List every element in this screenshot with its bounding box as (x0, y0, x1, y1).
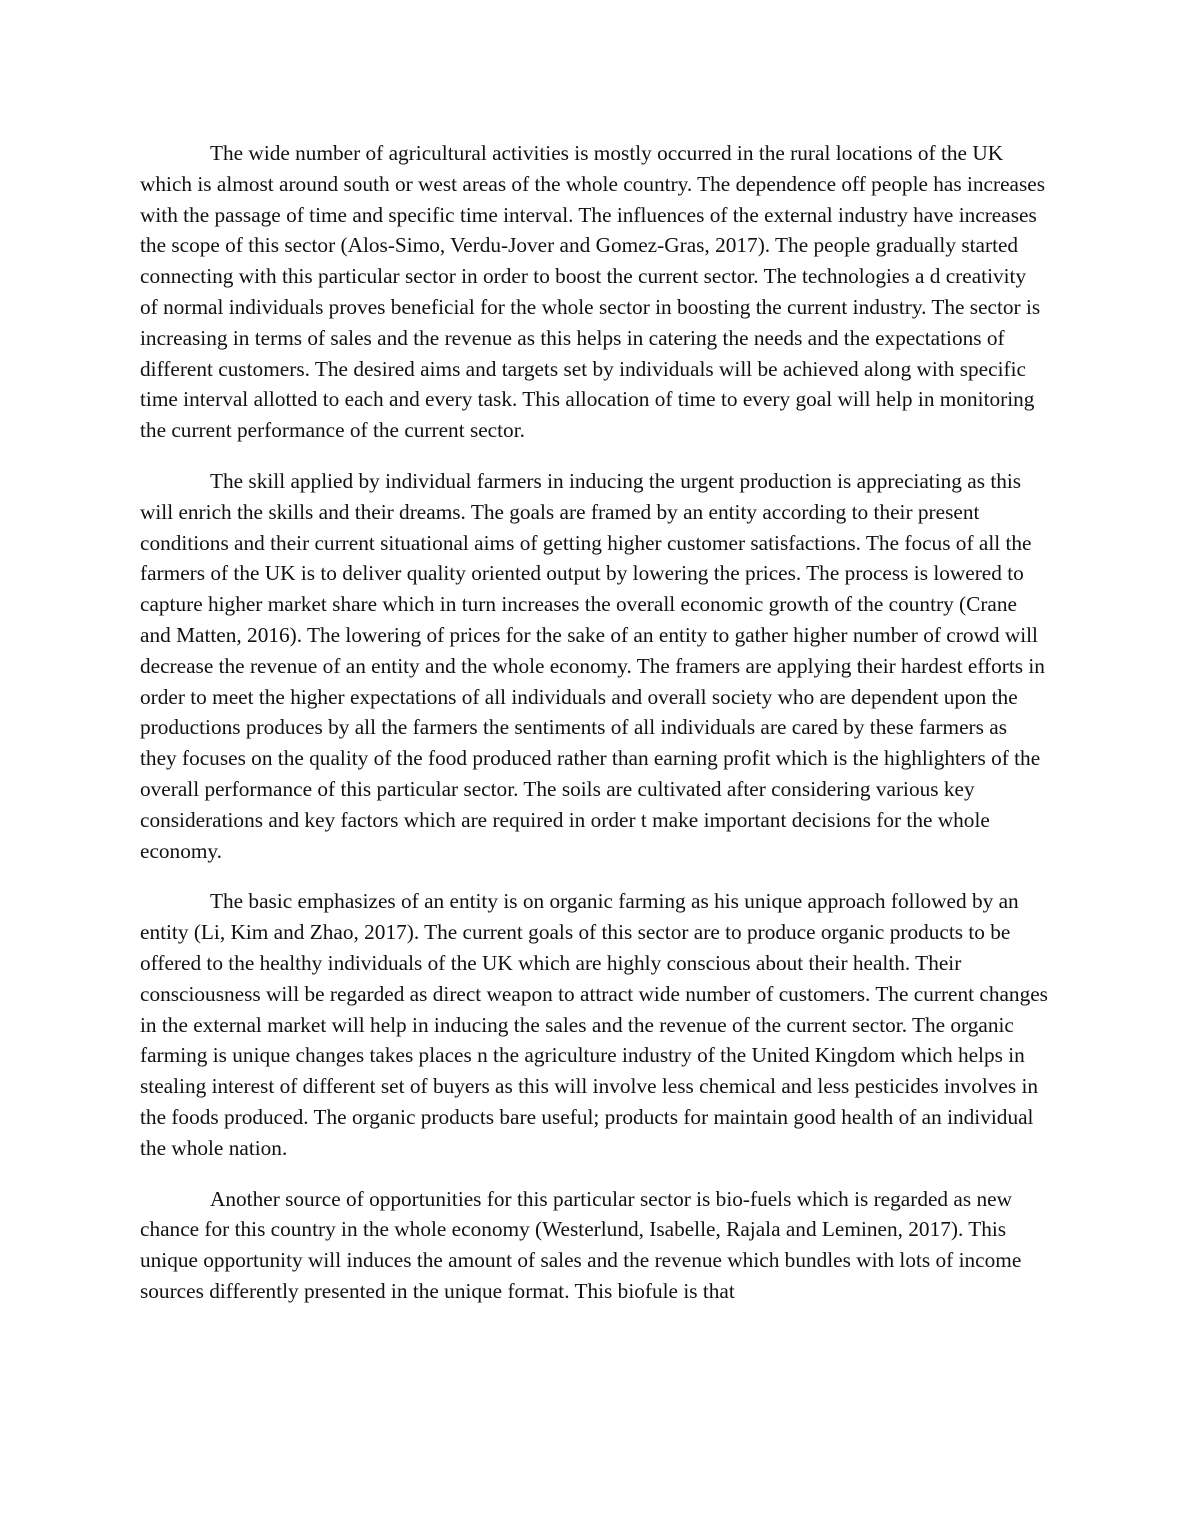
paragraph-4 (140, 1184, 1048, 1307)
p2-line-14: important decisions for the whole economy. (140, 807, 990, 863)
p2-line-9: higher expectations of all individuals and overall society who are dependent upon the (290, 684, 1018, 709)
p1-line-10: allotted to each and every task. This allocation of time to every goal will help in monitoring the (140, 387, 1035, 443)
p4-line-2: new chance for this country in the whole economy (Westerlund, Isabelle, Rajala and Leminen, (140, 1186, 1012, 1242)
p2-line-1: The skill applied by individual farmers in inducing the urgent production is appreciating (210, 468, 962, 493)
p3-line-4: their health. Their consciousness will be regarded as direct weapon to attract wide number of (140, 950, 962, 1006)
paragraph-3 (140, 886, 1048, 1163)
p3-line-5: customers. The current changes in the external market will help in inducing the sales and the (140, 981, 1048, 1037)
p4-line-4: with lots of income sources differently presented in the unique format. This biofule is that (140, 1248, 1022, 1303)
p3-line-2: by an entity (Li, Kim and Zhao, 2017). The current goals of this sector are to produce organic (140, 889, 1019, 945)
p2-line-13: considering various key considerations and key factors which are required in order t make (140, 776, 975, 832)
paragraph-2 (140, 466, 1048, 866)
p1-line-11: current performance of the current sector. (171, 418, 525, 443)
p3-line-8: buyers as this will involve less chemical and less pesticides involves in the foods produced. The (140, 1074, 1039, 1129)
p2-line-2: as this will enrich the skills and their dreams. The goals are framed by an entity according to (140, 468, 1022, 524)
p2-line-4: satisfactions. The focus of all the farmers of the UK is to deliver quality oriented output by (140, 530, 1032, 586)
p2-line-5: lowering the prices. The process is lowered to capture higher market share which in turn (140, 561, 1024, 617)
p1-line-8: revenue as this helps in catering the needs and the expectations of different customers. The (140, 325, 1005, 381)
p1-line-9: desired aims and targets set by individuals will be achieved along with specific time interval (140, 356, 1026, 412)
p1-line-3: has increases with the passage of time and specific time interval. The influences of the external (140, 171, 1046, 227)
p1-line-7: whole sector in boosting the current industry. The sector is increasing in terms of sales and the (140, 294, 1041, 350)
p1-line-5: 2017). The people gradually started connecting with this particular sector in order to boost the (140, 233, 1019, 289)
p3-line-7: agriculture industry of the United Kingdom which helps in stealing interest of different set of (140, 1043, 1025, 1099)
p2-line-10: productions produces by all the farmers the sentiments of all individuals are cared by these (140, 715, 914, 740)
p1-line-2: UK which is almost around south or west areas of the whole country. The dependence off people (140, 141, 1004, 196)
p3-line-9: organic products bare useful; products for maintain good health of an individual the whole (140, 1104, 1034, 1160)
p2-line-3: their present conditions and their current situational aims of getting higher customer (140, 499, 980, 555)
p1-line-1: The wide number of agricultural activities is mostly occurred in the rural locations of the (210, 141, 967, 165)
p3-line-6: revenue of the current sector. The organic farming is unique changes takes places n the (140, 1012, 1014, 1068)
p1-line-4: industry have increases the scope of this sector (Alos-Simo, Verdu-Jover and Gomez-Gras, (140, 202, 1037, 258)
p1-line-6: current sector. The technologies a d creativity of normal individuals proves beneficial for the (140, 264, 1027, 319)
paragraph-1 (140, 138, 1048, 446)
p3-line-1: The basic emphasizes of an entity is on organic farming as his unique approach followed (210, 889, 967, 914)
p3-line-10: nation. (228, 1135, 288, 1160)
p2-line-12: the highlighters of the overall performance of this particular sector. The soils are cultivated after (140, 746, 1041, 801)
p4-line-1: Another source of opportunities for this particular sector is bio-fuels which is regarded as (210, 1186, 972, 1211)
p2-line-6: increases the overall economic growth of the country (Crane and Matten, 2016). The lowering of (140, 592, 1017, 647)
p2-line-11: farmers as they focuses on the quality of the food produced rather than earning profit which is (140, 715, 1007, 771)
p2-line-7: prices for the sake of an entity to gather higher number of crowd will decrease the revenue of an (140, 622, 1038, 678)
p3-line-3: products to be offered to the healthy individuals of the UK which are highly conscious about (140, 920, 1011, 975)
p4-line-3: 2017). This unique opportunity will induces the amount of sales and the revenue which bundles (140, 1217, 1007, 1273)
p2-line-8: entity and the whole economy. The framers are applying their hardest efforts in order to meet the (140, 653, 1045, 709)
document-page (140, 138, 1048, 1327)
